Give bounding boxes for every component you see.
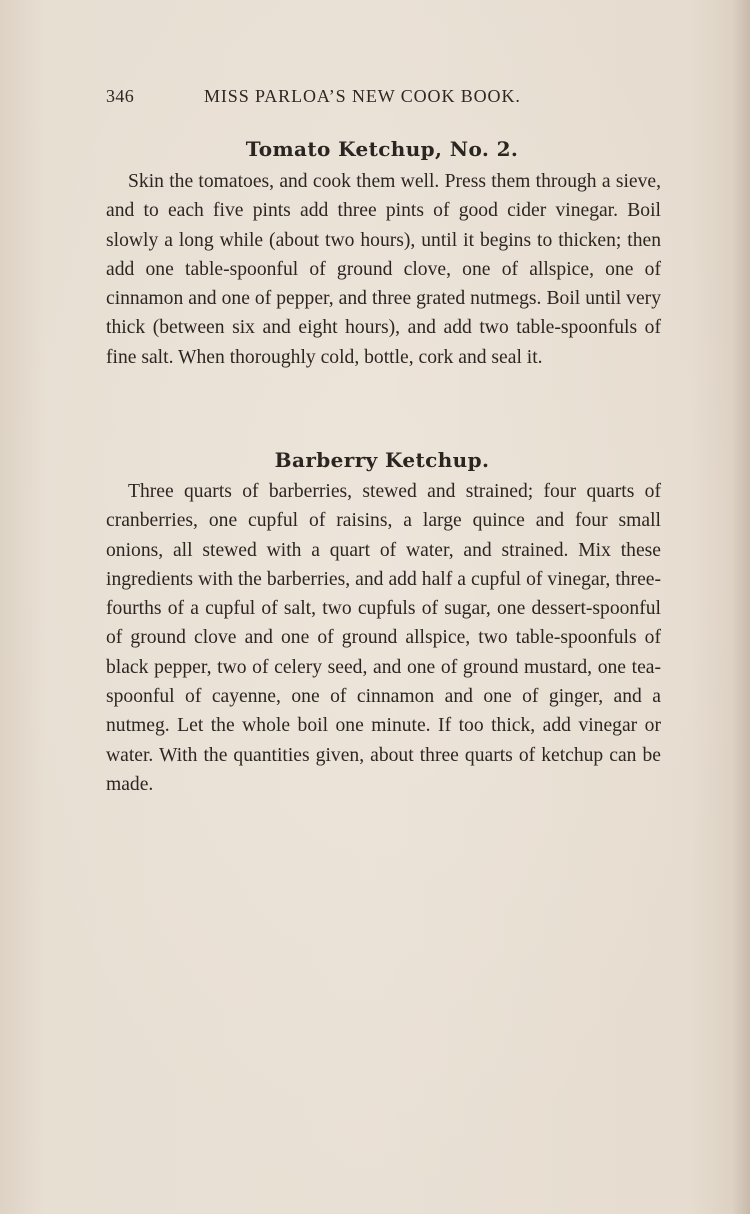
recipe-title-tomato-ketchup: Tomato Ketchup, No. 2. xyxy=(245,137,519,161)
book-title: MISS PARLOA’S NEW COOK BOOK. xyxy=(204,86,521,106)
recipe-text-tomato-ketchup: Skin the tomatoes, and cook them well. Press them through a sieve, and to each five pints add three pints of good cider vinegar. Boil slowly a long while (about two hours), until it begins to thicken; then add one table-spoonful of ground clove, one of allspice, one of cinnamon and one of pepper, and three grated nutmegs. Boil until very thick (between six and eight hours), and add two table-spoonfuls of fine salt. When thoroughly cold, bottle, cork and seal it. xyxy=(106,171,661,368)
page-edge-shadow xyxy=(732,0,750,1214)
recipe-text-barberry-ketchup: Three quarts of barberries, stewed and strained; four quarts of cranberries, one cupful of raisins, a large quince and four small onions, all stewed with a quart of water, and strained. Mix these ingredients with the barberries, and add half a cupful of vinegar, three-fourths of a cupful of salt, two cupfuls of sugar, one dessert-spoonful of ground clove and one of ground allspice, two table-spoonfuls of black pepper, two of celery seed, and one of ground mustard, one tea-spoonful of cayenne, one of cinnamon and one of ginger, and a nutmeg. Let the whole boil one minute. If too thick, add vinegar or water. With the quantities given, about three quarts of ketchup can be made. xyxy=(106,481,661,795)
running-head xyxy=(106,86,558,112)
page-number: 346 xyxy=(106,86,135,106)
recipe-title-barberry-ketchup: Barberry Ketchup. xyxy=(274,448,490,472)
